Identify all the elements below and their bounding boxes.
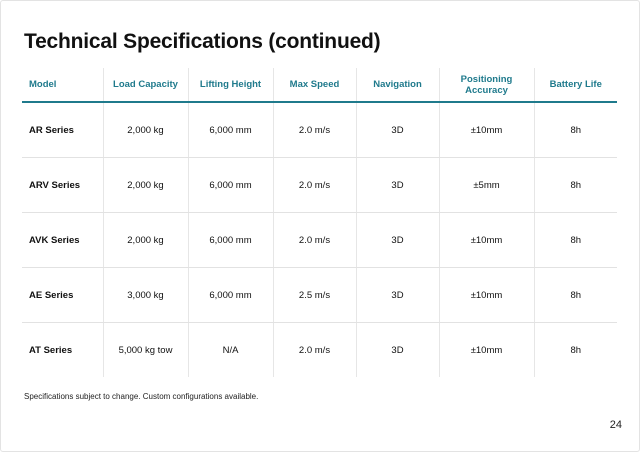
cell-max-speed: 2.5 m/s	[273, 268, 356, 323]
table-row	[22, 213, 617, 268]
cell-load-capacity: 3,000 kg	[103, 268, 188, 323]
header-load-capacity: Load Capacity	[103, 68, 188, 102]
cell-navigation: 3D	[356, 323, 439, 378]
cell-model: AT Series	[29, 344, 73, 356]
table-row	[22, 102, 617, 158]
cell-positioning-accuracy: ±10mm	[439, 102, 534, 158]
header-battery-life: Battery Life	[534, 68, 617, 102]
page-number: 24	[609, 419, 622, 431]
cell-lifting-height: 6,000 mm	[188, 268, 273, 323]
table-row	[22, 158, 617, 213]
header-max-speed: Max Speed	[273, 68, 356, 102]
cell-max-speed: 2.0 m/s	[273, 102, 356, 158]
cell-lifting-height: N/A	[188, 323, 273, 378]
spec-table	[22, 68, 617, 377]
cell-battery-life: 8h	[534, 213, 617, 268]
cell-load-capacity: 5,000 kg tow	[103, 323, 188, 378]
cell-positioning-accuracy: ±10mm	[439, 323, 534, 378]
cell-model: AE Series	[22, 268, 103, 323]
cell-positioning-accuracy: ±10mm	[439, 268, 534, 323]
cell-load-capacity: 2,000 kg	[103, 102, 188, 158]
cell-model: AVK Series	[22, 213, 103, 268]
cell-positioning-accuracy: ±10mm	[439, 213, 534, 268]
cell-model: AR Series	[22, 102, 103, 158]
cell-max-speed: 2.0 m/s	[273, 213, 356, 268]
cell-positioning-accuracy: ±5mm	[439, 158, 534, 213]
header-model: Model	[22, 68, 103, 102]
cell-max-speed: 2.0 m/s	[273, 158, 356, 213]
table-row	[22, 323, 617, 378]
cell-lifting-height: 6,000 mm	[188, 158, 273, 213]
cell-navigation: 3D	[356, 102, 439, 158]
cell-load-capacity: 2,000 kg	[103, 213, 188, 268]
cell-battery-life: 8h	[534, 158, 617, 213]
cell-battery-life: 8h	[534, 323, 617, 378]
cell-navigation: 3D	[356, 158, 439, 213]
footnote: Specifications subject to change. Custom configurations available.	[24, 392, 259, 401]
cell-max-speed: 2.0 m/s	[273, 323, 356, 378]
header-lifting-height: Lifting Height	[188, 68, 273, 102]
cell-navigation: 3D	[356, 268, 439, 323]
header-navigation: Navigation	[356, 68, 439, 102]
cell-model: ARV Series	[22, 158, 103, 213]
header-positioning-accuracy: Positioning Accuracy	[439, 68, 534, 102]
table-header-row	[22, 68, 617, 102]
cell-navigation: 3D	[356, 213, 439, 268]
cell-load-capacity: 2,000 kg	[103, 158, 188, 213]
cell-lifting-height: 6,000 mm	[188, 102, 273, 158]
cell-battery-life: 8h	[534, 102, 617, 158]
cell-battery-life: 8h	[534, 268, 617, 323]
cell-lifting-height: 6,000 mm	[188, 213, 273, 268]
table-row	[22, 268, 617, 323]
page-title: Technical Specifications (continued)	[24, 30, 381, 53]
